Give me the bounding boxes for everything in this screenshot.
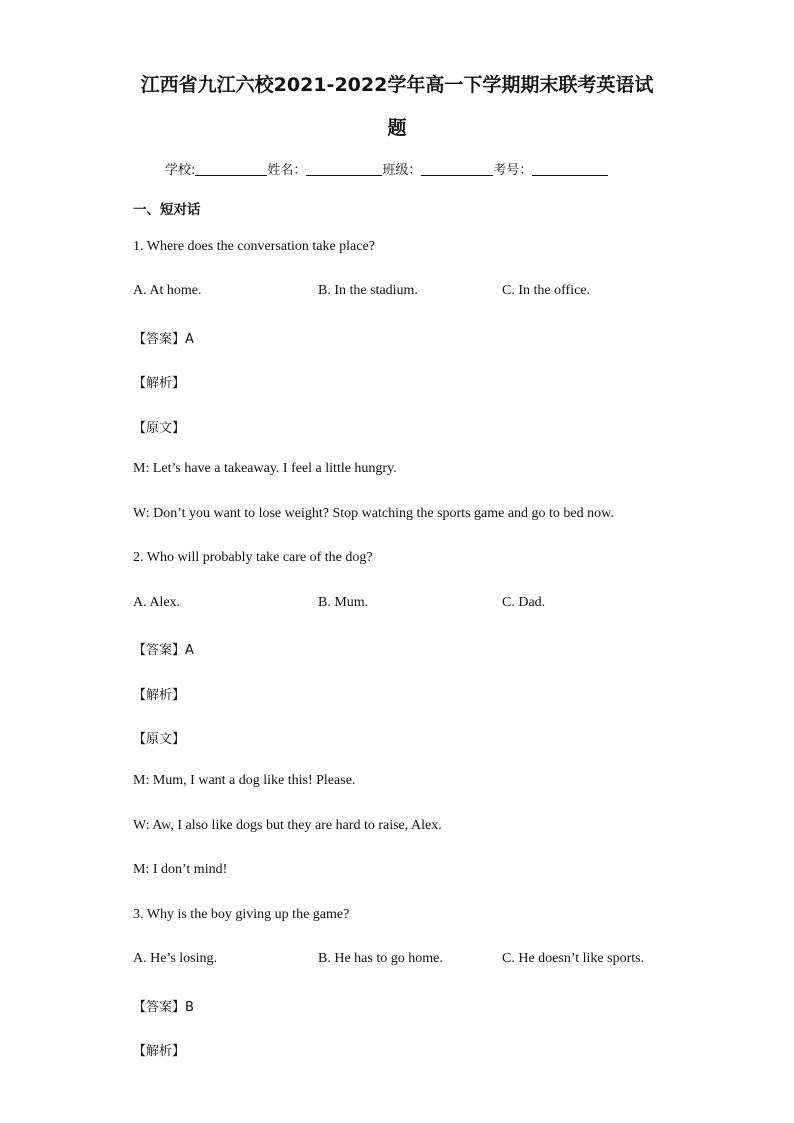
answer-label: 【答案】B: [133, 1000, 194, 1015]
option-c: C. He doesn’t like sports.: [502, 951, 645, 966]
school-label: 学校:: [165, 163, 196, 178]
document-title-line1: 江西省九江六校2021-2022学年高一下学期期末联考英语试: [140, 74, 654, 96]
option-c: C. In the office.: [502, 283, 590, 298]
original-text-label: 【原文】: [133, 732, 186, 747]
analysis-label: 【解析】: [133, 688, 186, 703]
option-c: C. Dad.: [502, 595, 546, 610]
name-blank: [306, 161, 382, 176]
question-stem: 3. Why is the boy giving up the game?: [133, 907, 350, 922]
answer-label: 【答案】A: [133, 332, 194, 347]
option-b: B. Mum.: [318, 595, 369, 610]
class-blank: [421, 161, 493, 176]
transcript-line: M: Let’s have a takeaway. I feel a little hungry.: [133, 461, 397, 476]
name-label: 姓名：: [267, 163, 307, 178]
analysis-label: 【解析】: [133, 1044, 186, 1059]
question-stem: 2. Who will probably take care of the dog?: [133, 550, 373, 565]
exam-no-blank: [532, 161, 608, 176]
original-text-label: 【原文】: [133, 421, 186, 436]
transcript-line: W: Don’t you want to lose weight? Stop watching the sports game and go to bed now.: [133, 506, 614, 521]
school-blank: [195, 161, 267, 176]
exam-no-label: 考号：: [493, 163, 533, 178]
transcript-line: M: Mum, I want a dog like this! Please.: [133, 773, 356, 788]
answer-label: 【答案】A: [133, 643, 194, 658]
option-b: B. He has to go home.: [318, 951, 443, 966]
student-info-line: [165, 159, 608, 178]
section-heading: 一、短对话: [133, 202, 201, 218]
option-a: A. Alex.: [133, 595, 181, 610]
option-b: B. In the stadium.: [318, 283, 418, 298]
transcript-line: W: Aw, I also like dogs but they are hard to raise, Alex.: [133, 818, 442, 833]
option-a: A. He’s losing.: [133, 951, 217, 966]
transcript-line: M: I don’t mind!: [133, 862, 228, 877]
class-label: 班级：: [382, 163, 422, 178]
option-a: A. At home.: [133, 283, 202, 298]
analysis-label: 【解析】: [133, 376, 186, 391]
question-stem: 1. Where does the conversation take place?: [133, 239, 375, 254]
document-title-line2: 题: [387, 117, 407, 139]
